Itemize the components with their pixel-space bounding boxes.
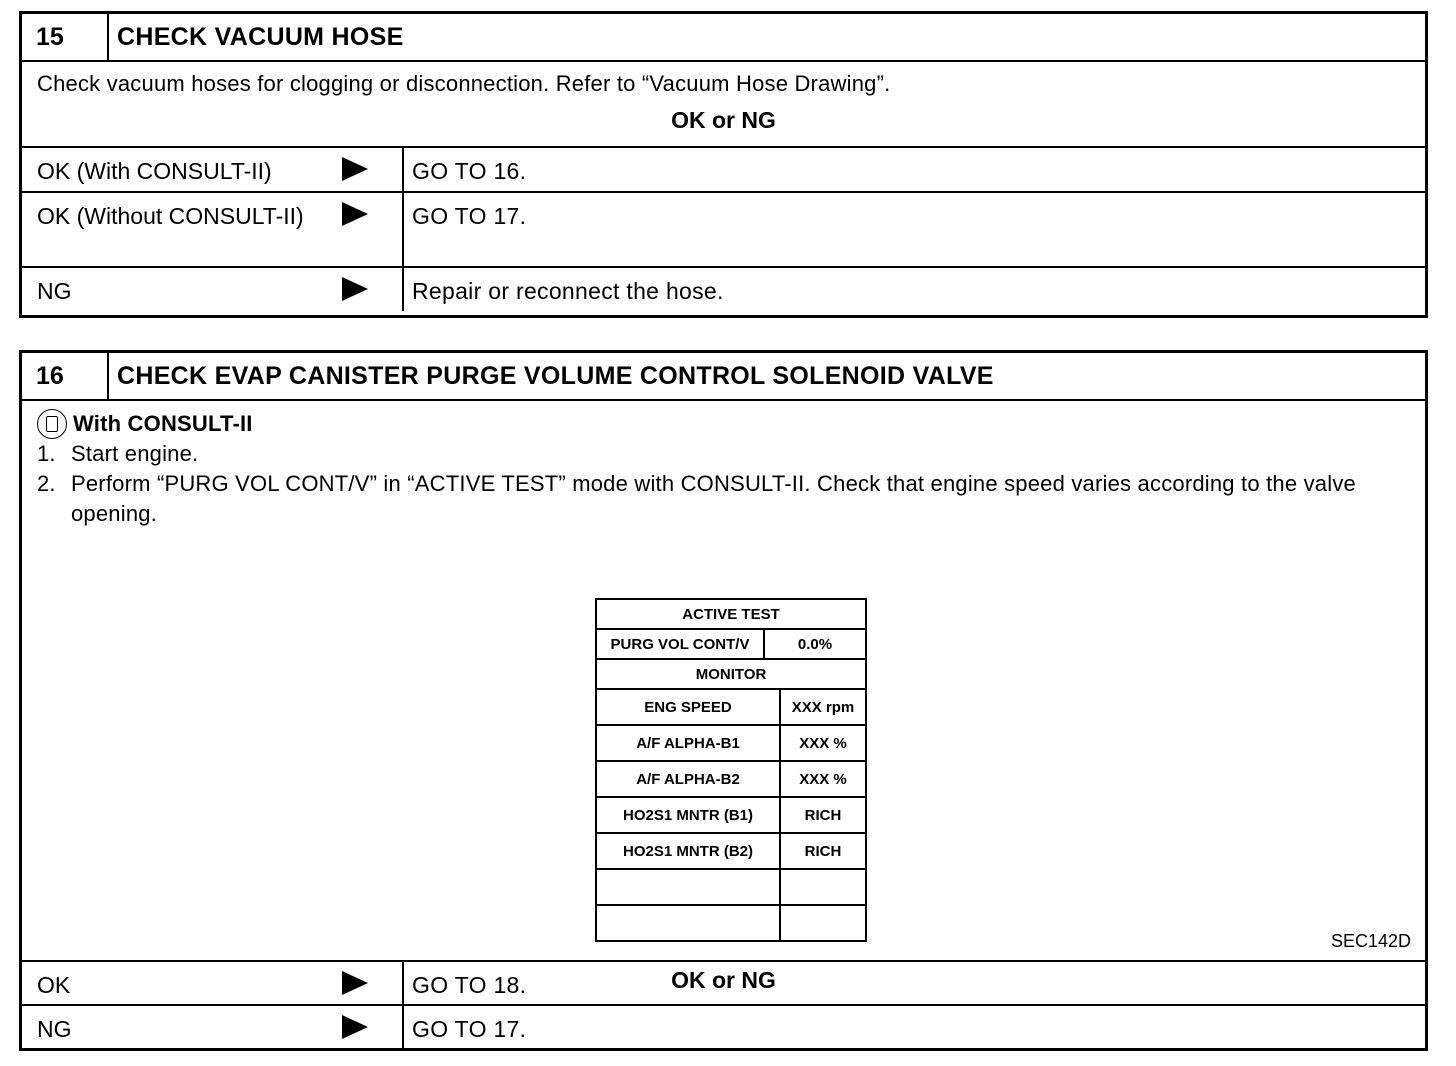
monitor-label: MONITOR [695,665,767,683]
step-15-block [19,11,1428,318]
monitor-value: XXX % [799,734,847,752]
result-row [22,191,1425,266]
step-number: 16 [22,353,109,399]
monitor-row [597,832,865,868]
monitor-value: XXX rpm [791,698,855,716]
monitor-value: RICH [804,806,842,824]
mode-heading [37,409,1425,439]
result-action: GO TO 17. [412,203,527,229]
step-instruction: Check vacuum hoses for clogging or disconnection. Refer to “Vacuum Hose Drawing”. [37,71,891,96]
monitor-item: ENG SPEED [597,690,781,724]
step-title: CHECK EVAP CANISTER PURGE VOLUME CONTROL SOLENOID VALVE [117,361,994,390]
monitor-item: A/F ALPHA-B2 [597,762,781,796]
consult-screen [595,598,867,942]
monitor-item: A/F ALPHA-B1 [597,726,781,760]
monitor-item [597,870,781,904]
step-header [22,353,1425,401]
monitor-row [597,760,865,796]
ok-or-ng-label: OK or NG [671,107,776,133]
result-action: Repair or reconnect the hose. [412,278,724,304]
consult-icon [37,409,67,439]
result-condition: OK (Without CONSULT-II) [22,193,404,266]
monitor-row [597,796,865,832]
monitor-value [781,906,865,940]
screen-title-row [597,600,865,628]
procedure-item: 2. Perform “PURG VOL CONT/V” in “ACTIVE TEST” mode with CONSULT-II. Check that engine speed varies according to the valve opening. [37,471,1356,526]
test-item: PURG VOL CONT/V [597,630,765,658]
monitor-item: HO2S1 MNTR (B2) [597,834,781,868]
screen-monitor-row [597,658,865,688]
result-action: GO TO 18. [412,972,527,998]
step-title: CHECK VACUUM HOSE [117,22,404,51]
monitor-item [597,906,781,940]
result-condition: NG [22,268,404,311]
procedure-item: 1. Start engine. [37,441,199,466]
test-value: 0.0% [797,635,833,653]
monitor-item: HO2S1 MNTR (B1) [597,798,781,832]
screen-test-row [597,628,865,658]
step-header [22,14,1425,62]
result-row [22,1004,1425,1048]
monitor-row [597,904,865,940]
arrow-right-icon [342,157,368,181]
mode-label: With CONSULT-II [73,411,253,436]
monitor-row [597,724,865,760]
arrow-right-icon [342,1015,368,1039]
result-row [22,266,1425,311]
step-16-block [19,350,1428,1051]
figure-id: SEC142D [1330,931,1411,951]
procedure [22,401,1425,529]
arrow-right-icon [342,202,368,226]
ok-or-ng-label: OK or NG [671,967,776,993]
result-action: GO TO 16. [412,158,527,184]
result-condition: OK [22,962,404,1004]
monitor-value [781,870,865,904]
result-row [22,146,1425,191]
monitor-value: RICH [804,842,842,860]
monitor-row [597,868,865,904]
result-condition: NG [22,1006,404,1048]
monitor-value: XXX % [799,770,847,788]
arrow-right-icon [342,971,368,995]
result-condition: OK (With CONSULT-II) [22,148,404,191]
monitor-row [597,688,865,724]
arrow-right-icon [342,277,368,301]
step-number: 15 [22,14,109,60]
screen-title: ACTIVE TEST [682,605,780,623]
result-action: GO TO 17. [412,1016,527,1042]
